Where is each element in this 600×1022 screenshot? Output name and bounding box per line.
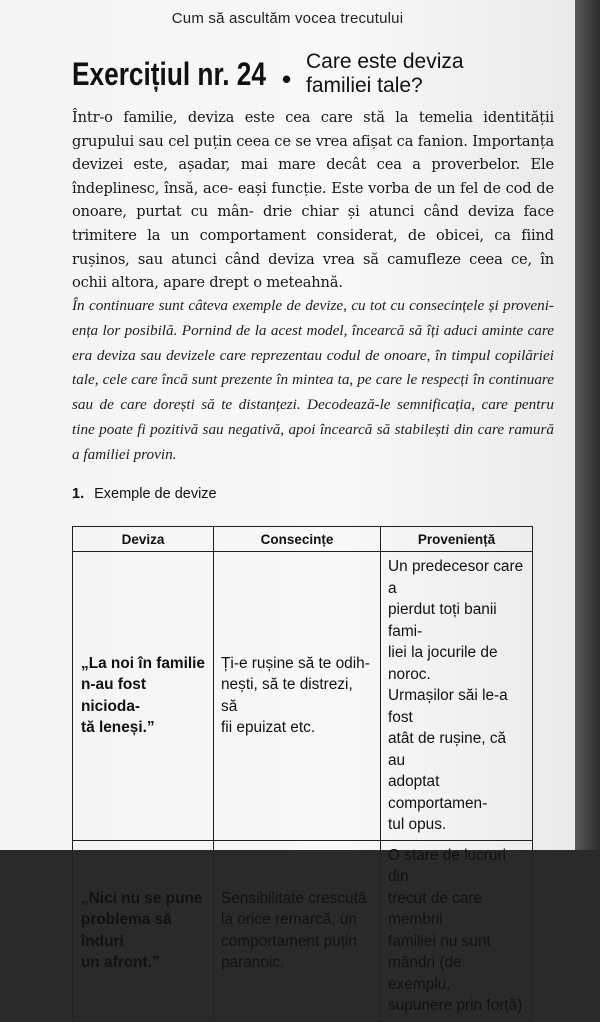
cell-line: Urmașilor săi le-a fost xyxy=(388,687,508,726)
cell-line: pierdut toți banii fami- xyxy=(388,601,497,640)
instructions-paragraph xyxy=(72,294,554,468)
text-line: ența lor posibilă. Pornind de la acest model, încearcă să îți aduci aminte care xyxy=(72,321,554,339)
cell-line: Ți-e rușine să te odih- xyxy=(221,654,370,672)
text-line: considerat, de obicei, ca fiind rușinos, sau atunci când deviza vrea să xyxy=(72,226,554,268)
running-header: Cum să ascultăm vocea trecutului xyxy=(171,10,404,27)
text-line: poate fi pozitivă sau negativă, apoi încearcă să stabilești din care ramură a xyxy=(72,420,554,463)
table-header-row xyxy=(73,527,533,552)
cell-line: mândri (de exemplu, xyxy=(388,954,462,993)
section-number: 1. xyxy=(72,486,85,502)
text-line: sau cel puțin ceea ce se vrea afișat ca fanion. Importanța devizei este, xyxy=(72,132,554,174)
cell-line: tă leneși.” xyxy=(81,719,155,737)
text-line: sau de care dorești să te distanțezi. Decodează-le semnificația, care pentru tine xyxy=(72,396,554,438)
text-line: familiei provin. xyxy=(83,445,177,463)
mottos-table xyxy=(72,526,533,1022)
page-shadow-edge xyxy=(575,0,600,850)
cell-line: nești, să te distrezi, să xyxy=(221,676,353,715)
cell-line: problema să înduri xyxy=(81,911,172,950)
cell-line: Sensibilitate crescută xyxy=(221,889,367,907)
cell-line: „La noi în familie xyxy=(81,654,205,672)
cell-line: atât de rușine, că au xyxy=(388,730,507,769)
exercise-subtitle-line: Care este deviza xyxy=(306,50,464,73)
intro-paragraph xyxy=(72,106,554,295)
cell-line: trecut de care membrii xyxy=(388,889,483,928)
motto-cell xyxy=(73,840,214,1021)
column-header-consequences: Consecințe xyxy=(214,527,381,552)
text-line: În continuare sunt câteva exemple de devize, cu tot cu consecințele și proveni- xyxy=(72,297,554,314)
exercise-subtitle-line: familiei tale? xyxy=(306,74,423,97)
title-separator: • xyxy=(282,64,292,94)
cell-line: tul opus. xyxy=(388,816,447,833)
text-line: Într-o familie, deviza este cea care stă la temelia identității grupului xyxy=(72,109,554,150)
cell-line: supunere prin forță) xyxy=(388,997,523,1014)
cell-line: Un predecesor care a xyxy=(388,558,524,597)
motto-cell xyxy=(73,552,214,841)
cell-line: liei la jocurile de noroc. xyxy=(388,644,498,683)
column-header-motto: Deviza xyxy=(73,527,214,552)
section-heading xyxy=(72,486,217,502)
cell-line: un afront.” xyxy=(81,954,160,971)
table-row xyxy=(73,840,533,1021)
text-line: drie chiar și atunci când deviza face trimitere la un comportament xyxy=(72,203,554,244)
text-line: era deviza sau devizele care reprezentau codul de onoare, în timpul copilăriei xyxy=(72,346,554,364)
table-row xyxy=(73,552,533,841)
column-header-origin: Proveniență xyxy=(381,527,533,552)
text-line: camufleze ceea ce, în ochii altora, apare drept o meteahnă. xyxy=(72,250,554,292)
cell-line: comportament puțin xyxy=(221,932,358,950)
text-line: tale, cele care încă sunt prezente în mintea ta, pe care le respecți în continuare xyxy=(72,371,554,389)
origin-cell xyxy=(381,552,533,841)
cell-line: „Nici nu se pune xyxy=(81,889,203,907)
exercise-title: Exercițiul nr. 24 xyxy=(72,56,266,92)
consequences-cell xyxy=(214,552,381,841)
text-line: așadar, mai mare decât cea a proverbelor. Ele îndeplinesc, însă, ace- xyxy=(72,156,554,197)
cell-line: paranoic. xyxy=(221,954,285,971)
cell-line: adoptat comportamen- xyxy=(388,773,488,812)
cell-line: la orice remarcă, un xyxy=(221,911,358,928)
section-title: Exemple de devize xyxy=(94,486,217,502)
cell-line: fii epuizat etc. xyxy=(221,719,316,737)
exercise-title-block xyxy=(72,50,552,106)
cell-line: O stare de lucruri din xyxy=(388,846,507,885)
cell-line: familiei nu sunt xyxy=(388,932,491,950)
cell-line: n-au fost nicioda- xyxy=(81,676,146,715)
exercise-subtitle xyxy=(306,50,464,98)
consequences-cell xyxy=(214,840,381,1021)
origin-cell xyxy=(381,840,533,1021)
text-line: eași funcție. Este vorba de un fel de cod de onoare, purtat cu mân- xyxy=(72,179,554,221)
